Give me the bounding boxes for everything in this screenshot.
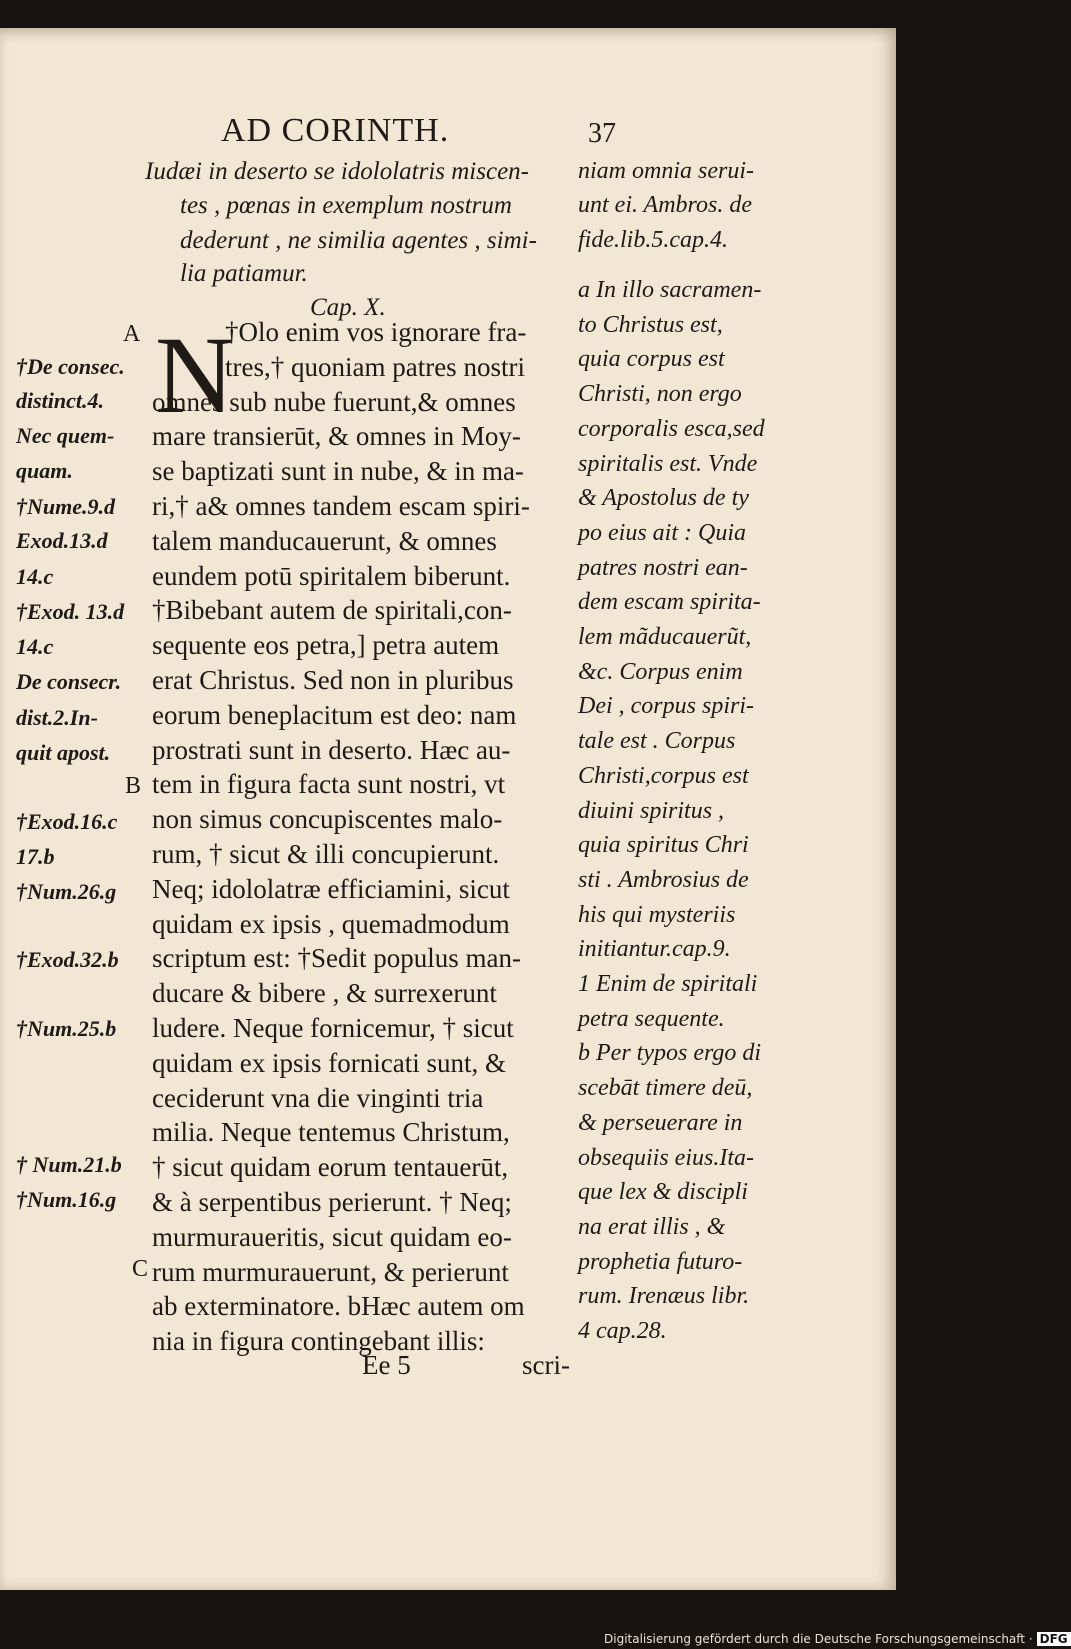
text-line: eundem potū spiritalem biberunt. [152,560,511,591]
margin-reference: Nec quem- [16,423,115,448]
gloss-line: & perseuerare in [578,1109,743,1136]
text-line: omnes sub nube fuerunt,& omnes [152,386,516,417]
gloss-line: na erat illis , & [578,1213,726,1240]
text-line: †Bibebant autem de spiritali,con- [152,595,512,626]
text-line: eorum beneplacitum est deo: nam [152,699,517,730]
summary-line: tes , pœnas in exemplum nostrum [180,192,512,219]
text-line: rum murmurauerunt, & perierunt [152,1256,509,1287]
gloss-line: prophetia futuro- [578,1248,743,1275]
text-line: & à serpentibus perierunt. † Neq; [152,1187,512,1217]
catchword: scri- [522,1350,570,1380]
running-title: AD CORINTH. [221,112,450,149]
text-line: quidam ex ipsis fornicati sunt, & [152,1047,506,1078]
gloss-line: fide.lib.5.cap.4. [578,227,728,253]
summary-line: lia patiamur. [180,260,308,287]
text-line: tres,† quoniam patres nostri [225,351,525,382]
text-line: prostrati sunt in deserto. Hæc au- [152,734,511,765]
text-line: †Olo enim vos ignorare fra- [225,317,527,347]
gloss-line: que lex & discipli [578,1179,748,1206]
gloss-line: Christi, non ergo [578,381,742,408]
gloss-line: b Per typos ergo di [578,1040,762,1067]
text-line: milia. Neque tentemus Christum, [152,1117,510,1148]
signature-mark: Ee 5 [362,1350,411,1380]
text-line: ri,† a& omnes tandem escam spiri- [152,491,530,521]
margin-reference: †Num.25.b [16,1016,117,1041]
gloss-line: obsequiis eius.Ita- [578,1144,754,1171]
digitization-credit [604,1632,1071,1646]
margin-reference: quit apost. [16,740,111,765]
summary-line: dederunt , ne similia agentes , simi- [180,227,537,254]
section-letter: A [123,321,141,347]
gloss-line: &c. Corpus enim [578,658,743,685]
section-letter: C [132,1256,149,1282]
gloss-line: diuini spiritus , [578,797,725,824]
chapter-heading: Cap. X. [310,294,386,321]
text-line: ducare & bibere , & surrexerunt [152,978,497,1009]
margin-reference: Exod.13.d [16,528,108,553]
margin-reference: 14.c [16,564,54,589]
text-line: ludere. Neque fornicemur, † sicut [152,1013,514,1043]
text-line: Neq; idololatræ efficiamini, sicut [152,873,510,904]
margin-reference: †Nume.9.d [16,494,115,519]
text-line: nia in figura contingebant illis: [152,1326,485,1357]
text-line: ceciderunt vna die vinginti tria [152,1082,484,1113]
gloss-line: 4 cap.28. [578,1318,667,1344]
gloss-line: corporalis esca,sed [578,415,765,442]
margin-reference: †Exod.16.c [16,809,118,834]
margin-reference: † Num.21.b [16,1152,122,1177]
gloss-line: petra sequente. [578,1005,725,1032]
gloss-line: po eius ait : Quia [578,519,746,546]
gloss-line: dem escam spirita- [578,589,761,616]
gloss-line: quia spiritus Chri [578,832,749,859]
gloss-line: sti . Ambrosius de [578,866,749,893]
margin-reference: 17.b [16,844,55,869]
drop-cap: N [155,314,235,436]
dfg-logo: DFG [1037,1632,1071,1646]
summary-line: Iudæi in deserto se idololatris miscen- [145,158,529,185]
margin-reference: De consecr. [16,669,122,694]
gloss-line: spiritalis est. Vnde [578,450,758,477]
text-line: rum, † sicut & illi concupierunt. [152,839,500,869]
credit-text: Digitalisierung gefördert durch die Deutsche Forschungsgemeinschaft · [604,1632,1033,1646]
margin-reference: †Num.26.g [16,879,117,904]
text-line: non simus concupiscentes malo- [152,804,503,835]
gloss-line: quia corpus est [578,346,725,373]
gloss-line: patres nostri ean- [578,554,748,581]
gloss-line: a In illo sacramen- [578,277,762,303]
text-line: se baptizati sunt in nube, & in ma- [152,456,524,487]
text-line: erat Christus. Sed non in pluribus [152,665,514,695]
margin-reference: †De consec. [16,354,125,379]
gloss-line: niam omnia serui- [578,158,754,184]
margin-reference: 14.c [16,634,54,659]
gloss-line: & Apostolus de ty [578,485,749,512]
gloss-line: initiantur.cap.9. [578,936,731,963]
text-line: ab exterminatore. bHæc autem om [152,1291,525,1322]
section-letter: B [125,773,142,799]
gloss-line: scebāt timere deū, [578,1075,753,1102]
margin-reference: †Exod. 13.d [16,599,125,624]
text-line: tem in figura facta sunt nostri, vt [152,769,506,800]
gloss-line: unt ei. Ambros. de [578,192,752,218]
margin-reference: quam. [16,458,73,483]
text-line: talem manducauerunt, & omnes [152,525,497,556]
gloss-line: to Christus est, [578,311,723,338]
page-number: 37 [588,118,616,149]
text-line: mare transierūt, & omnes in Moy- [152,421,521,452]
margin-reference: distinct.4. [16,388,105,413]
gloss-line: 1 Enim de spiritali [578,971,758,997]
text-line: † sicut quidam eorum tentauerūt, [152,1152,509,1183]
margin-reference: †Exod.32.b [16,947,119,972]
margin-reference: †Num.16.g [16,1187,117,1212]
text-line: sequente eos petra,] petra autem [152,630,500,661]
text-line: murmuraueritis, sicut quidam eo- [152,1221,512,1252]
gloss-line: Christi,corpus est [578,762,749,789]
gloss-line: his qui mysteriis [578,901,736,928]
gloss-line: lem mãducauerũt, [578,624,752,650]
text-line: quidam ex ipsis , quemadmodum [152,908,510,939]
text-line: scriptum est: †Sedit populus man- [152,943,521,974]
gloss-line: Dei , corpus spiri- [578,693,754,720]
gloss-line: tale est . Corpus [578,728,736,755]
margin-reference: dist.2.In- [16,705,98,730]
gloss-line: rum. Irenæus libr. [578,1283,750,1310]
